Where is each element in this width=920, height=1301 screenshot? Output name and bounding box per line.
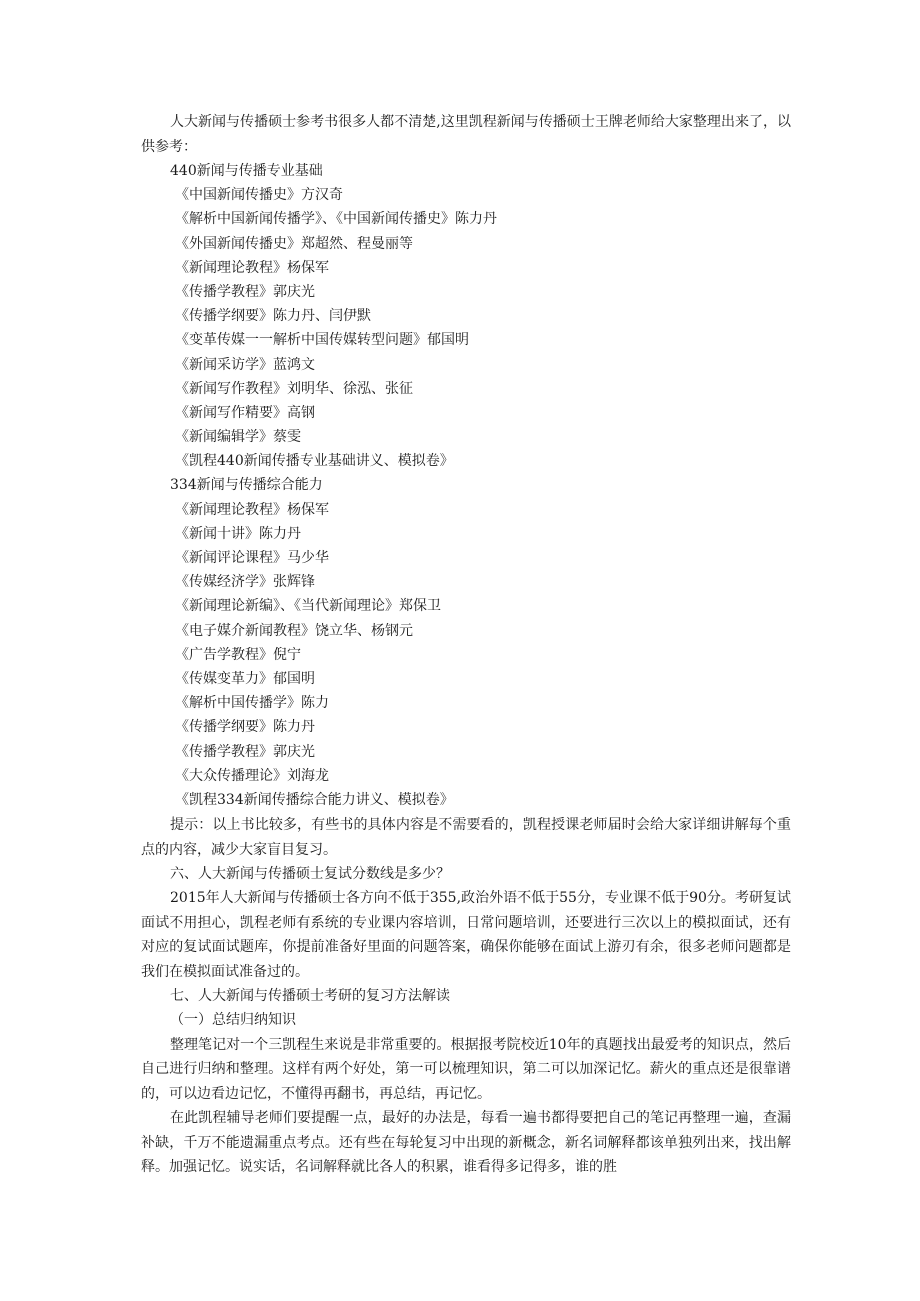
book-item: 《新闻理论教程》杨保军 — [175, 501, 329, 518]
section-440-book-list — [141, 183, 791, 473]
section-334-book-list — [141, 498, 791, 812]
question-7-title: 七、人大新闻与传播硕士考研的复习方法解读 — [170, 988, 450, 1005]
book-item: 《传播学教程》郭庆光 — [175, 743, 315, 760]
book-item: 《解析中国传播学》陈力 — [175, 695, 329, 712]
book-item: 《传播学教程》郭庆光 — [175, 283, 315, 300]
section-440-title: 440新闻与传播专业基础 — [170, 163, 323, 179]
book-item: 《传播学纲要》陈力丹、闫伊默 — [175, 308, 371, 325]
book-item: 《新闻写作精要》高钢 — [175, 404, 315, 421]
book-item: 《外国新闻传播史》郑超然、程曼丽等 — [175, 235, 413, 252]
tip-paragraph: 提示：以上书比较多，有些书的具体内容是不需要看的，凯程授课老师届时会给大家详细讲解每个重点的内容，减少大家盲目复习。 — [141, 817, 791, 858]
book-item: 《大众传播理论》刘海龙 — [175, 767, 329, 784]
book-item: 《变革传媒一一解析中国传媒转型问题》郁国明 — [175, 332, 469, 349]
book-item: 《新闻编辑学》蔡雯 — [175, 429, 301, 446]
question-7-paragraph-1: 整理笔记对一个三凯程生来说是非常重要的。根据报考院校近10年的真题找出最爱考的知识点，然后自己进行归纳和整理。这样有两个好处，第一可以梳理知识，第二可以加深记忆。薪火的重点还是很靠谱的，可以边看边记忆，不懂得再翻书，再总结，再记忆。 — [141, 1036, 791, 1102]
question-7-subheading: （一）总结归纳知识 — [170, 1012, 296, 1029]
intro-paragraph: 人大新闻与传播硕士参考书很多人都不清楚,这里凯程新闻与传播硕士王牌老师给大家整理出来了，以供参考： — [141, 114, 791, 155]
book-item: 《凯程334新闻传播综合能力讲义、模拟卷》 — [175, 791, 454, 808]
book-item: 《广告学教程》倪宁 — [175, 646, 301, 663]
book-item: 《电子媒介新闻教程》饶立华、杨钢元 — [175, 622, 413, 639]
question-6-body: 2015年人大新闻与传播硕士各方向不低于355,政治外语不低于55分，专业课不低于90分。考研复试面试不用担心，凯程老师有系统的专业课内容培训，日常问题培训，还要进行三次以上的模拟面试，还有对应的复试面试题库，你提前准备好里面的问题答案，确保你能够在面试上游刃有余，很多老师问题都是我们在模拟面试准备过的。 — [141, 890, 791, 980]
question-7-paragraph-2: 在此凯程辅导老师们要提醒一点，最好的办法是，每看一遍书都得要把自己的笔记再整理一遍，查漏补缺，千万不能遗漏重点考点。还有些在每轮复习中出现的新概念，新名词解释都该单独列出来，找出解释。加强记忆。说实话，名词解释就比各人的积累，谁看得多记得多，谁的胜 — [141, 1110, 791, 1176]
book-item: 《传播学纲要》陈力丹 — [175, 719, 315, 736]
book-item: 《新闻十讲》陈力丹 — [175, 525, 301, 542]
book-item: 《中国新闻传播史》方汉奇 — [175, 187, 343, 204]
section-334-title: 334新闻与传播综合能力 — [170, 477, 323, 494]
book-item: 《新闻理论新编》、《当代新闻理论》郑保卫 — [175, 598, 441, 615]
document-body — [141, 110, 791, 1180]
book-item: 《凯程440新闻传播专业基础讲义、模拟卷》 — [175, 453, 454, 470]
book-item: 《传媒经济学》张辉锋 — [175, 574, 315, 591]
book-item: 《新闻采访学》蓝鸿文 — [175, 356, 315, 373]
book-item: 《新闻理论教程》杨保军 — [175, 259, 329, 276]
book-item: 《新闻写作教程》刘明华、徐泓、张征 — [175, 380, 413, 397]
question-6-title: 六、人大新闻与传播硕士复试分数线是多少？ — [170, 866, 450, 883]
book-item: 《解析中国新闻传播学》、《中国新闻传播史》陈力丹 — [175, 211, 497, 228]
book-item: 《传媒变革力》郁国明 — [175, 670, 315, 687]
book-item: 《新闻评论课程》马少华 — [175, 550, 329, 566]
